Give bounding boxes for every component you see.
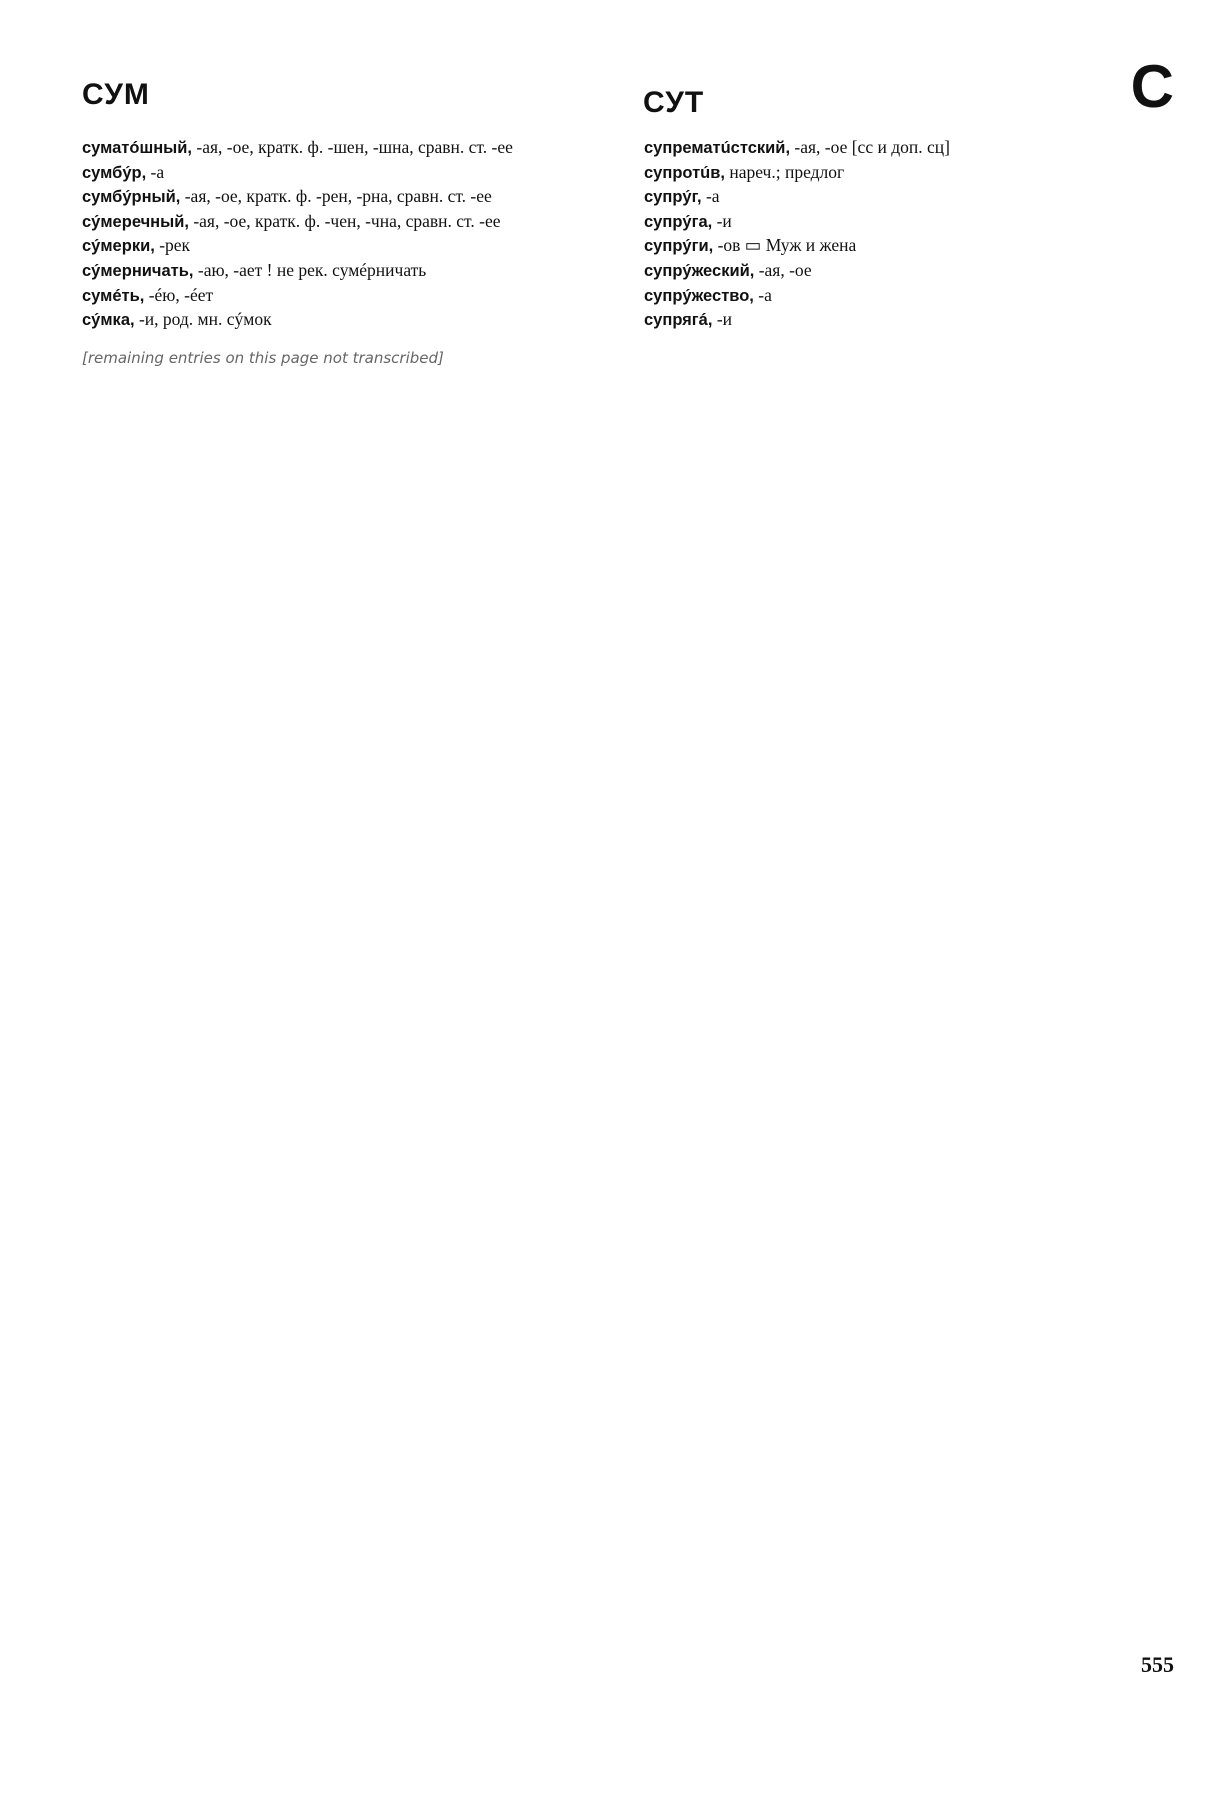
entry-headword: сýмерки, [82, 237, 155, 256]
dictionary-entry [644, 234, 1174, 259]
dictionary-entry [644, 185, 1174, 210]
entry-headword: супрýги, [644, 237, 714, 256]
entry-text: -рек [159, 235, 191, 256]
running-head-right: СУТ [643, 86, 705, 119]
dictionary-entry [644, 161, 1174, 186]
entry-headword: суматóшный, [82, 139, 192, 157]
dictionary-entry [644, 210, 1174, 235]
dictionary-entry [82, 234, 612, 259]
dictionary-entry [644, 136, 1174, 161]
dictionary-entry [82, 136, 612, 161]
dictionary-entry [644, 284, 1174, 309]
entry-headword: сумбýр, [82, 163, 147, 182]
section-letter: С [1130, 53, 1174, 120]
entry-text: -éю, -éет [148, 284, 214, 305]
dictionary-entry [82, 308, 612, 333]
dictionary-entry [644, 259, 1174, 284]
dictionary-entry [82, 210, 612, 235]
entry-text: -ая, -ое [758, 259, 812, 280]
running-head-left: СУМ [82, 78, 150, 111]
dictionary-entry [82, 161, 612, 186]
omission-note: [remaining entries on this page not transcribed] [82, 348, 444, 367]
entry-text: -аю, -ает ! не рек. сумéрничать [197, 259, 427, 280]
entry-text: -а [705, 186, 720, 207]
entry-text: -и [716, 309, 733, 330]
entry-text: -ая, -ое, кратк. ф. -чен, -чна, сравн. ст. -ее [193, 210, 501, 231]
entry-text: -а [150, 161, 165, 182]
entry-headword: сумéть, [82, 286, 145, 305]
entry-text: -ая, -ое, кратк. ф. -рен, -рна, сравн. ст. -ее [184, 186, 492, 207]
entry-headword: супрýга, [644, 212, 713, 231]
entry-headword: супрýг, [644, 188, 702, 207]
entry-headword: сýмка, [82, 311, 135, 330]
page-number: 555 [1141, 1652, 1174, 1677]
entry-headword: сумбýрный, [82, 188, 181, 207]
entry-text: -а [758, 284, 772, 305]
entry-text: нареч.; предлог [729, 161, 845, 182]
entry-text: -и [716, 210, 732, 231]
entry-headword: супрýжеский, [644, 261, 755, 280]
entry-headword: супрýжество, [644, 286, 754, 305]
entry-headword: супротúв, [644, 163, 725, 182]
dictionary-entry [82, 284, 612, 309]
dictionary-entry [82, 185, 612, 210]
entry-text: -ая, -ое, кратк. ф. -шен, -шна, сравн. ст. -ее [196, 137, 513, 157]
entry-headword: супрематúстский, [644, 139, 791, 157]
left-column [82, 136, 612, 385]
entry-text: -ов ▭ Муж и жена [717, 235, 857, 256]
entry-headword: сýмерничать, [82, 261, 194, 280]
entry-text: -ая, -ое [сс и доп. сц] [794, 137, 950, 157]
dictionary-entry [82, 259, 612, 284]
entry-headword: супрягá, [644, 311, 713, 330]
entry-text: -и, род. мн. сýмок [138, 309, 272, 330]
right-column [644, 136, 1174, 333]
entry-headword: сýмеречный, [82, 212, 189, 231]
dictionary-entry [644, 308, 1174, 333]
